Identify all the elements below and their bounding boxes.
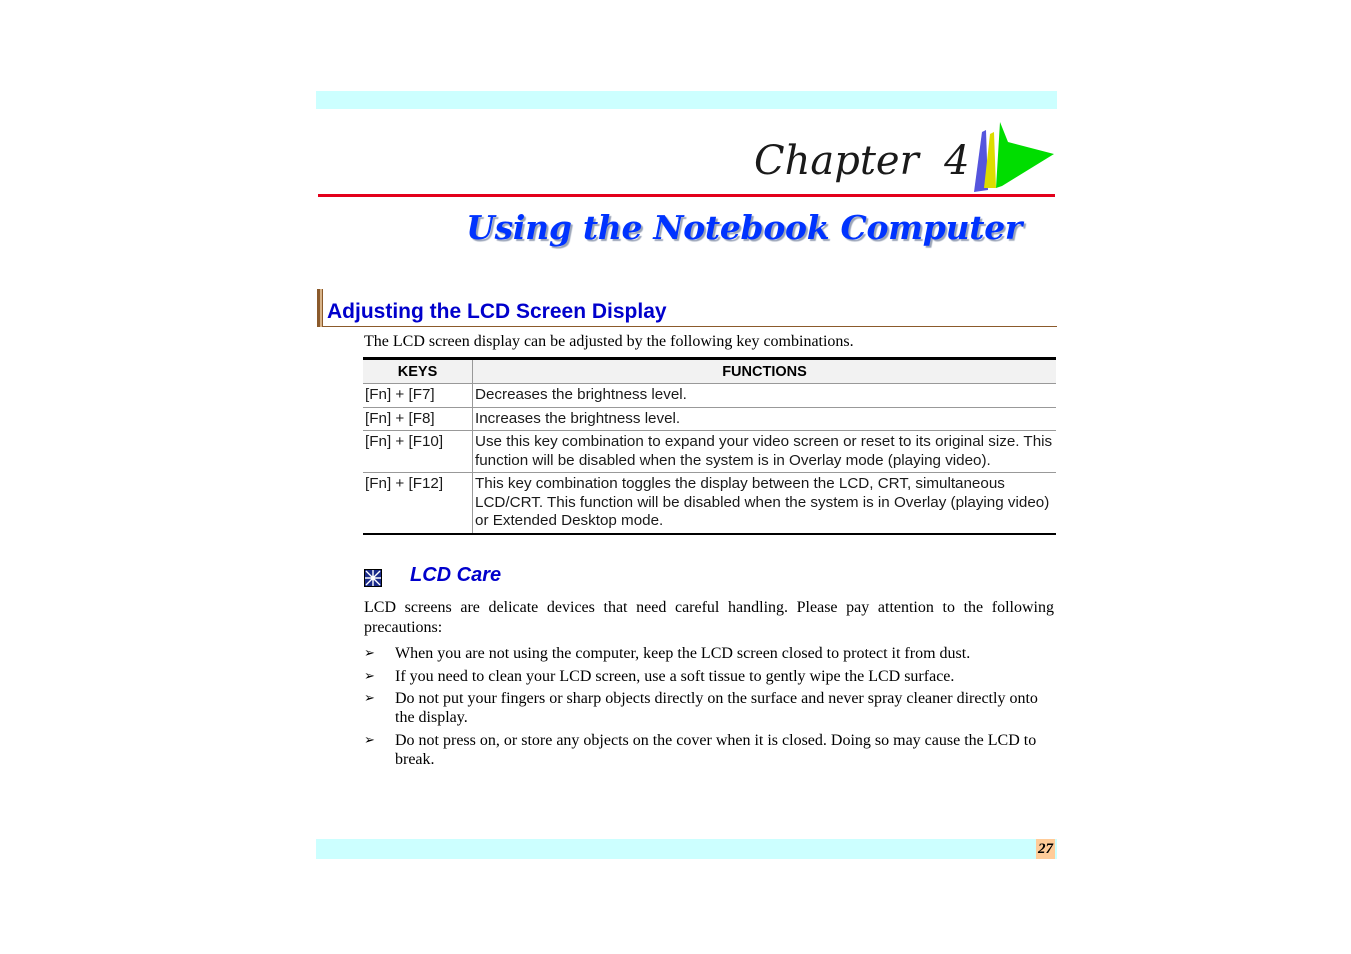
precautions-list bbox=[364, 644, 1054, 772]
chapter-label: Chapter 4 bbox=[754, 138, 970, 184]
boxed-star-icon bbox=[364, 569, 382, 587]
intro-text: The LCD screen display can be adjusted by the following key combinations. bbox=[364, 333, 854, 350]
function-cell: This key combination toggles the display between the LCD, CRT, simultaneous LCD/CRT. This function will be disabled when the system is in Overlay (playing video) or Extended Desktop mode. bbox=[473, 473, 1057, 534]
lcd-care-heading: LCD Care bbox=[410, 564, 502, 586]
table-row bbox=[363, 431, 1056, 473]
table-header-row bbox=[363, 359, 1056, 384]
list-item bbox=[364, 667, 1054, 686]
list-item bbox=[364, 644, 1054, 663]
chapter-title: Using the Notebook Computer bbox=[466, 208, 1022, 247]
key-cell: [Fn] + [F10] bbox=[363, 431, 473, 473]
arrow-bullet-icon: ➢ bbox=[364, 691, 375, 706]
function-cell: Use this key combination to expand your video screen or reset to its original size. This function will be disabled when the system is in Overlay mode (playing video). bbox=[473, 431, 1057, 473]
list-item-text: If you need to clean your LCD screen, use a soft tissue to gently wipe the LCD surface. bbox=[395, 667, 955, 685]
list-item-text: Do not put your fingers or sharp objects directly on the surface and never spray cleaner directly onto the display. bbox=[395, 690, 1038, 726]
section-rule bbox=[323, 326, 1057, 327]
page-number: 27 bbox=[1038, 841, 1053, 857]
key-cell: [Fn] + [F12] bbox=[363, 473, 473, 534]
function-cell: Decreases the brightness level. bbox=[473, 384, 1057, 408]
arrow-bullet-icon: ➢ bbox=[364, 732, 375, 748]
list-item-text: Do not press on, or store any objects on the cover when it is closed. Doing so may cause the LCD to break. bbox=[395, 731, 1037, 768]
key-cell: [Fn] + [F7] bbox=[363, 384, 473, 408]
arrow-bullet-icon: ➢ bbox=[364, 646, 375, 661]
functions-header: FUNCTIONS bbox=[473, 359, 1057, 384]
table-row bbox=[363, 384, 1056, 408]
key-combination-table bbox=[363, 357, 1056, 535]
section-marker bbox=[317, 289, 323, 327]
list-item-text: When you are not using the computer, keep the LCD screen closed to protect it from dust. bbox=[395, 645, 971, 662]
footer-band bbox=[316, 839, 1057, 859]
arrow-bullet-icon: ➢ bbox=[364, 668, 375, 684]
header-band bbox=[316, 91, 1057, 109]
lcd-care-paragraph: LCD screens are delicate devices that need careful handling. Please pay attention to the following precautions: bbox=[364, 599, 1054, 636]
section-heading: Adjusting the LCD Screen Display bbox=[327, 300, 667, 323]
function-cell: Increases the brightness level. bbox=[473, 407, 1057, 431]
list-item bbox=[364, 731, 1054, 769]
key-cell: [Fn] + [F8] bbox=[363, 407, 473, 431]
list-item bbox=[364, 689, 1054, 727]
keys-header: KEYS bbox=[363, 359, 473, 384]
table-row bbox=[363, 407, 1056, 431]
chapter-rule bbox=[318, 194, 1055, 197]
table-row bbox=[363, 473, 1056, 534]
chapter-logo-icon bbox=[972, 120, 1056, 194]
